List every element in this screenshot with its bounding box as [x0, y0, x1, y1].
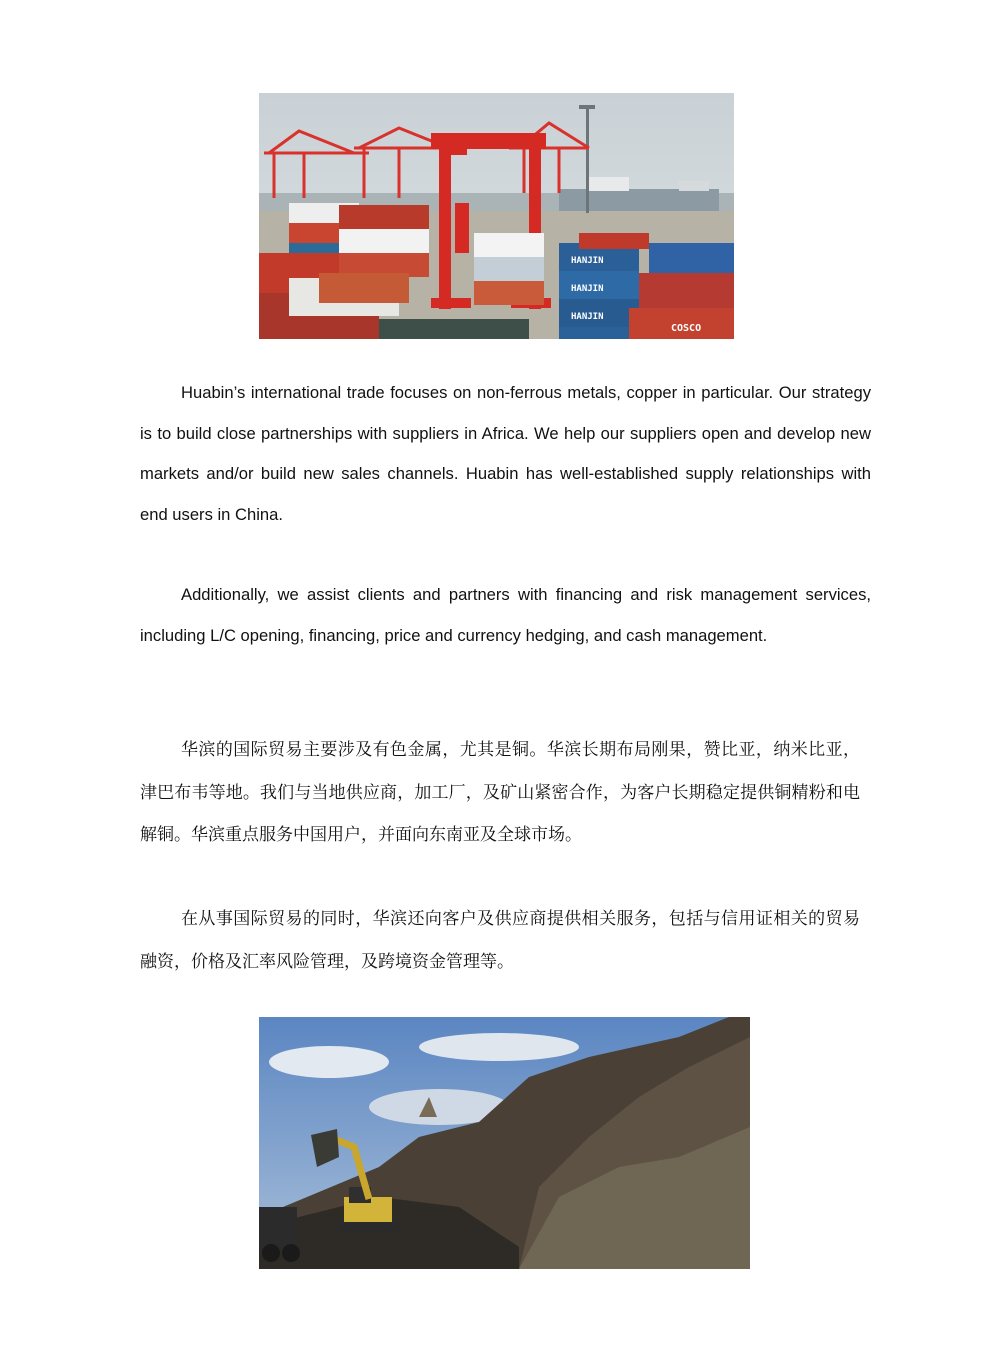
- hanjin-label-2: HANJIN: [571, 284, 604, 294]
- mining-site-photo: [259, 1017, 750, 1269]
- mining-site-illustration: [259, 1017, 750, 1269]
- hanjin-label-3: HANJIN: [571, 312, 604, 322]
- container-port-photo: [259, 93, 734, 339]
- paragraph-en-services: Additionally, we assist clients and partners with financing and risk management services, including L/C opening, financing, price and currency hedging, and cash management.: [140, 585, 871, 645]
- paragraph-zh-services: 在从事国际贸易的同时，华滨还向客户及供应商提供相关服务，包括与信用证相关的贸易融资，价格及汇率风险管理，及跨境资金管理等。: [140, 909, 860, 972]
- paragraph-en-trade: Huabin’s international trade focuses on non-ferrous metals, copper in particular. Our strategy is to build close partnerships with suppliers in Africa. We help our suppliers open and develop new markets and/or build new sales channels. Huabin has well-established supply relationships with end users in China.: [140, 383, 871, 524]
- container-port-illustration: [259, 93, 734, 339]
- cosco-label: COSCO: [671, 323, 702, 334]
- hanjin-label-1: HANJIN: [571, 256, 604, 266]
- paragraph-zh-trade: 华滨的国际贸易主要涉及有色金属，尤其是铜。华滨长期布局刚果，赞比亚，纳米比亚，津巴布韦等地。我们与当地供应商，加工厂，及矿山紧密合作，为客户长期稳定提供铜精粉和电解铜。华滨重点服务中国用户，并面向东南亚及全球市场。: [140, 740, 860, 845]
